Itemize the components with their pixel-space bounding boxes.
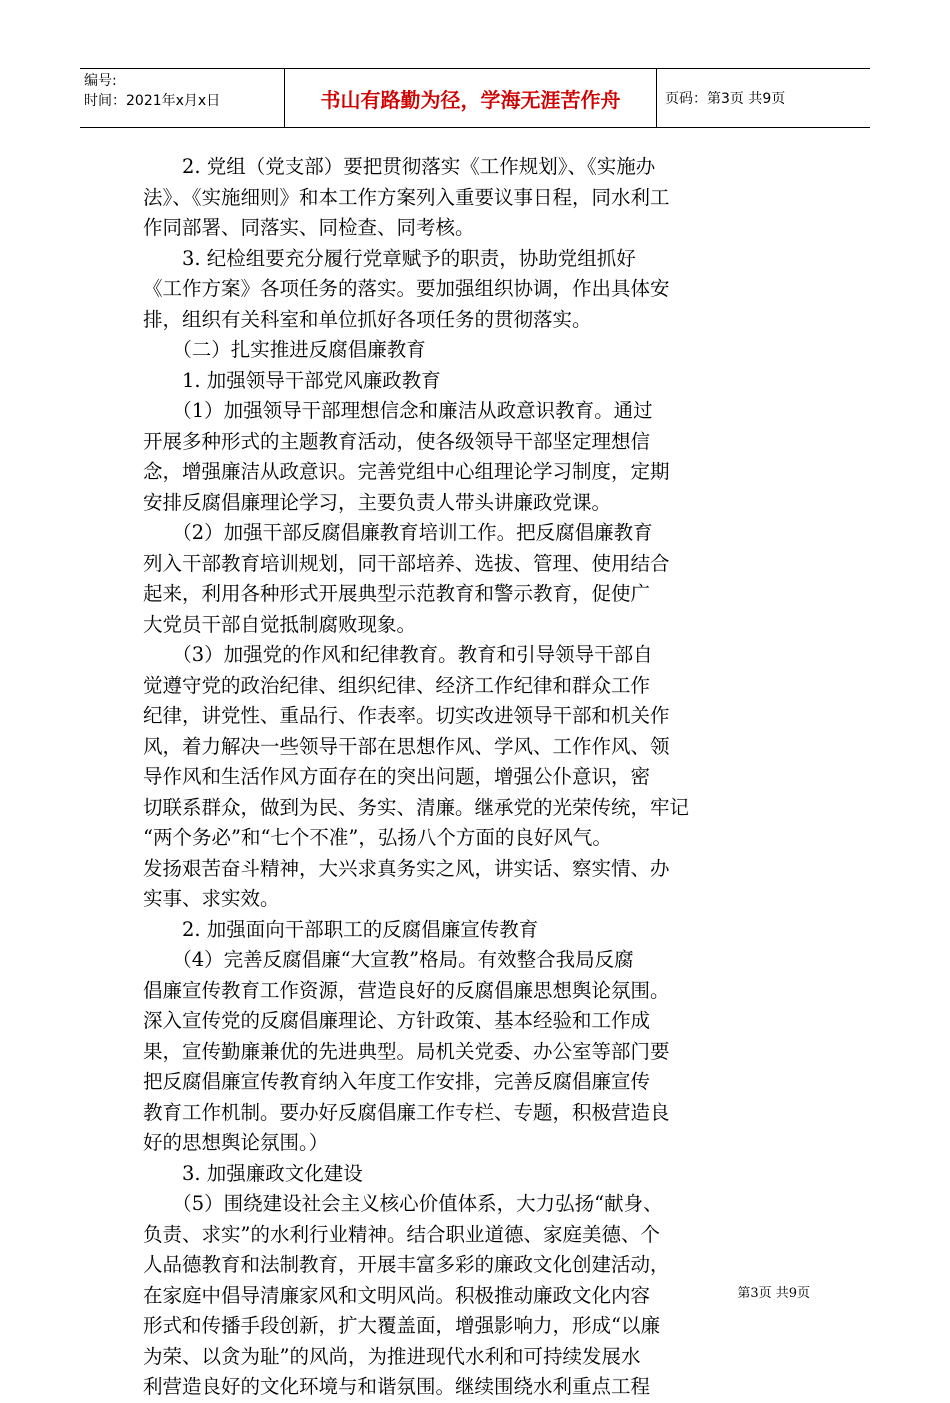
body-line: 切联系群众，做到为民、务实、清廉。继承党的光荣传统，牢记 bbox=[143, 795, 690, 819]
body-line: 排，组织有关科室和单位抓好各项任务的贯彻落实。 bbox=[143, 307, 592, 331]
body-line: 3. 加强廉政文化建设 bbox=[143, 1161, 363, 1185]
body-line: （5）围绕建设社会主义核心价值体系，大力弘扬“献身、 bbox=[143, 1192, 663, 1215]
body-line: 大党员干部自觉抵制腐败现象。 bbox=[143, 612, 417, 636]
body-line: 开展多种形式的主题教育活动，使各级领导干部坚定理想信 bbox=[143, 429, 651, 453]
body-line: （3）加强党的作风和纪律教育。教育和引导领导干部自 bbox=[143, 643, 653, 666]
body-line: “两个务必”和“七个不准”，弘扬八个方面的良好风气。 bbox=[143, 826, 612, 849]
body-line: 人品德教育和法制教育，开展丰富多彩的廉政文化创建活动， bbox=[143, 1253, 670, 1276]
body-line: 倡廉宣传教育工作资源，营造良好的反腐倡廉思想舆论氛围。 bbox=[143, 978, 670, 1002]
body-line: 觉遵守党的政治纪律、组织纪律、经济工作纪律和群众工作 bbox=[143, 673, 651, 697]
body-line: 纪律，讲党性、重品行、作表率。切实改进领导干部和机关作 bbox=[143, 704, 670, 727]
body-line: 导作风和生活作风方面存在的突出问题，增强公仆意识，密 bbox=[143, 765, 651, 788]
body-line: 教育工作机制。要办好反腐倡廉工作专栏、专题，积极营造良 bbox=[143, 1100, 670, 1124]
footer-page-number: 第3页 共9页 bbox=[737, 1286, 810, 1301]
document-body bbox=[143, 152, 807, 1403]
header-motto: 书山有路勤为径，学海无涯苦作舟 bbox=[285, 69, 657, 127]
body-line: 念，增强廉洁从政意识。完善党组中心组理论学习制度，定期 bbox=[143, 460, 670, 483]
body-line: （4）完善反腐倡廉“大宣教”格局。有效整合我局反腐 bbox=[143, 948, 634, 971]
body-line: 深入宣传党的反腐倡廉理论、方针政策、基本经验和工作成 bbox=[143, 1009, 651, 1032]
document-date: 时间：2021年x月x日 bbox=[84, 93, 221, 109]
body-line: 果，宣传勤廉兼优的先进典型。局机关党委、办公室等部门要 bbox=[143, 1039, 670, 1063]
header-page-number: 页码：第3页 共9页 bbox=[665, 91, 786, 107]
body-line: 负责、求实”的水利行业精神。结合职业道德、家庭美德、个 bbox=[143, 1222, 660, 1246]
body-line: 在家庭中倡导清廉家风和文明风尚。积极推动廉政文化内容 bbox=[143, 1283, 651, 1307]
body-line: （1）加强领导干部理想信念和廉洁从政意识教育。通过 bbox=[143, 399, 653, 422]
body-line: 发扬艰苦奋斗精神，大兴求真务实之风，讲实话、察实情、办 bbox=[143, 856, 670, 880]
body-line: 利营造良好的文化环境与和谐氛围。继续围绕水利重点工程 bbox=[143, 1375, 651, 1398]
body-line: 安排反腐倡廉理论学习，主要负责人带头讲廉政党课。 bbox=[143, 490, 612, 514]
body-line: （2）加强干部反腐倡廉教育培训工作。把反腐倡廉教育 bbox=[143, 521, 653, 544]
body-line: 2. 党组（党支部）要把贯彻落实《工作规划》、《实施办 bbox=[143, 155, 656, 178]
document-number-label: 编号: bbox=[84, 73, 117, 89]
body-line: 实事、求实效。 bbox=[143, 887, 280, 910]
body-line: （二）扎实推进反腐倡廉教育 bbox=[143, 338, 426, 361]
page-header bbox=[80, 68, 870, 128]
body-line: 起来，利用各种形式开展典型示范教育和警示教育，促使广 bbox=[143, 582, 651, 605]
body-line: 3. 纪检组要充分履行党章赋予的职责，协助党组抓好 bbox=[143, 246, 636, 270]
body-line: 好的思想舆论氛围。） bbox=[143, 1131, 329, 1154]
header-meta bbox=[80, 69, 285, 127]
body-line: 把反腐倡廉宣传教育纳入年度工作安排，完善反腐倡廉宣传 bbox=[143, 1070, 651, 1093]
body-line: 为荣、以贪为耻”的风尚，为推进现代水利和可持续发展水 bbox=[143, 1344, 641, 1368]
body-line: 法》、《实施细则》和本工作方案列入重要议事日程，同水利工 bbox=[143, 185, 670, 209]
body-line: 形式和传播手段创新，扩大覆盖面，增强影响力，形成“以廉 bbox=[143, 1314, 660, 1337]
body-line: 2. 加强面向干部职工的反腐倡廉宣传教育 bbox=[143, 917, 539, 941]
body-line: 1. 加强领导干部党风廉政教育 bbox=[143, 368, 441, 392]
body-line: 《工作方案》各项任务的落实。要加强组织协调，作出具体安 bbox=[143, 277, 670, 300]
body-line: 列入干部教育培训规划，同干部培养、选拔、管理、使用结合 bbox=[143, 551, 670, 575]
body-line: 风，着力解决一些领导干部在思想作风、学风、工作作风、领 bbox=[143, 734, 670, 758]
body-line: 作同部署、同落实、同检查、同考核。 bbox=[143, 216, 475, 239]
